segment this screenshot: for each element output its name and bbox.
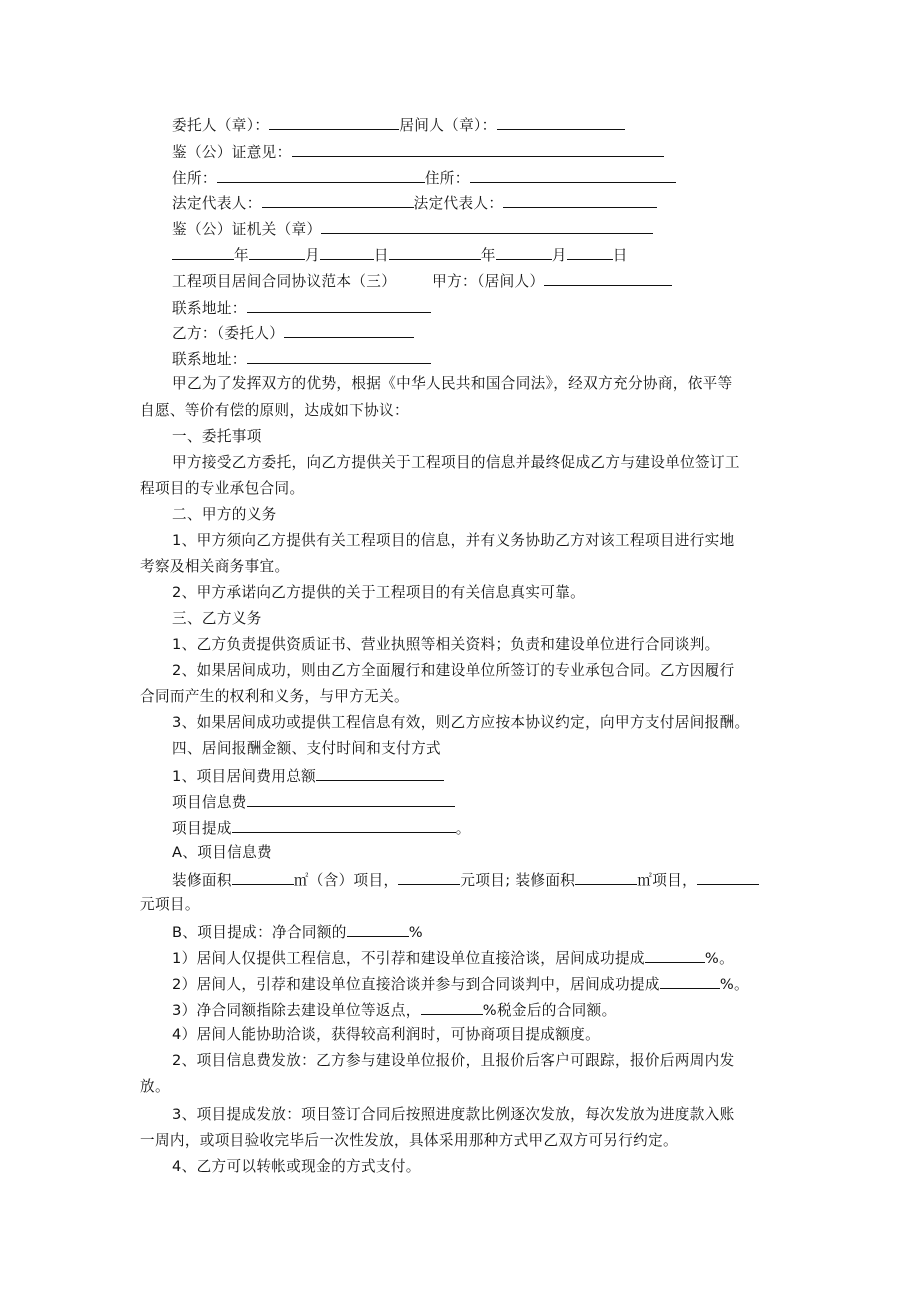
blank-b2-percent[interactable]: [660, 973, 720, 989]
blank-day-2[interactable]: [567, 244, 613, 260]
blank-month-2[interactable]: [496, 244, 552, 260]
s2-para-2: 2、甲方承诺向乙方提供的关于工程项目的有关信息真实可靠。: [172, 584, 586, 601]
label-info-fee: 项目信息费: [172, 794, 247, 811]
label-net-contract: B、项目提成：净合同额的: [172, 924, 347, 941]
s4-para-2-line-1: 2、项目信息费发放：乙方参与建设单位报价，且报价后客户可跟踪，报价后两周内发: [172, 1052, 735, 1069]
label-notary-opinion: 鉴（公）证意见：: [172, 144, 292, 161]
blank-party-a[interactable]: [544, 270, 672, 286]
commission-period: 。: [455, 820, 471, 837]
s4-b-item-4: 4）居间人能协助洽谈，获得较高利润时，可协商项目提成额度。: [172, 1026, 601, 1043]
blank-month-1[interactable]: [249, 244, 305, 260]
s3-para-1: 1、乙方负责提供资质证书、营业执照等相关资料；负责和建设单位进行合同谈判。: [172, 636, 720, 653]
blank-amount-1[interactable]: [398, 869, 460, 885]
blank-day-1[interactable]: [320, 244, 374, 260]
blank-area-2[interactable]: [575, 869, 637, 885]
s4-b-item-1: [172, 947, 734, 969]
label-b1: 1）居间人仅提供工程信息，不引荐和建设单位直接洽谈，居间成功提成: [172, 950, 645, 967]
s4-para-2-line-2: 放。: [140, 1078, 170, 1095]
blank-address-b[interactable]: [247, 348, 431, 364]
label-area-2: 元项目; 装修面积: [460, 872, 576, 889]
label-commission: 项目提成: [172, 820, 232, 837]
s4-b-item-3: [172, 999, 617, 1021]
signature-line-1: [172, 114, 625, 136]
label-year-1: 年: [234, 247, 249, 264]
blank-broker-seal[interactable]: [497, 114, 625, 130]
section-2-heading: 二、甲方的义务: [172, 506, 277, 523]
party-b-address-line: [172, 348, 431, 370]
label-party-a: 甲方：（居间人）: [432, 273, 545, 290]
s2-para-1-line-2: 考察及相关商务事宜。: [140, 558, 290, 575]
label-party-b: 乙方：（委托人）: [172, 325, 285, 342]
blank-principal-seal[interactable]: [269, 114, 399, 130]
blank-b1-percent[interactable]: [645, 947, 705, 963]
blank-net-percent[interactable]: [347, 921, 409, 937]
s4-total-line: [172, 765, 444, 787]
blank-b3-percent[interactable]: [421, 999, 483, 1015]
signature-date-line: [172, 244, 628, 266]
label-b2-percent: %。: [719, 976, 750, 993]
blank-amount-2[interactable]: [697, 869, 759, 885]
s4-a-line-1: [172, 869, 759, 891]
s4-commission-line: [172, 817, 471, 839]
party-a-address-line: [172, 297, 431, 319]
blank-domicile-2[interactable]: [470, 167, 676, 183]
label-broker-seal: 居间人（章）：: [399, 117, 497, 134]
s4-para-3-line-2: 一周内，或项目验收完毕后一次性发放，具体采用那种方式甲乙双方可另行约定。: [140, 1132, 678, 1149]
blank-commission[interactable]: [232, 817, 456, 833]
blank-address-a[interactable]: [247, 297, 431, 313]
blank-domicile-1[interactable]: [217, 167, 425, 183]
s2-para-1-line-1: 1、甲方须向乙方提供有关工程项目的信息，并有义务协助乙方对该工程项目进行实地: [172, 532, 735, 549]
party-b-line: [172, 322, 414, 344]
contract-title: 工程项目居间合同协议范本（三）: [172, 273, 397, 290]
s3-para-2-line-2: 合同而产生的权利和义务，与甲方无关。: [140, 688, 409, 705]
label-b3: 3）净合同额指除去建设单位等返点，: [172, 1002, 421, 1019]
s1-para-line-2: 程项目的专业承包合同。: [140, 480, 305, 497]
label-legal-rep-2: 法定代表人：: [413, 195, 504, 212]
s4-info-fee-line: [172, 791, 455, 813]
blank-notary-office[interactable]: [321, 218, 653, 234]
label-percent: %: [408, 924, 423, 941]
label-domicile-2: 住所：: [424, 170, 470, 187]
signature-line-3: [172, 167, 676, 189]
contract-title-line: [172, 270, 672, 292]
label-area-unit-2: ㎡项目，: [637, 872, 698, 889]
s3-para-2-line-1: 2、如果居间成功，则由乙方全面履行和建设单位所签订的专业承包合同。乙方因履行: [172, 662, 735, 679]
blank-year-1[interactable]: [172, 244, 234, 260]
s4-b-line: [172, 921, 423, 943]
signature-line-2: [172, 141, 664, 163]
blank-legal-rep-1[interactable]: [262, 192, 414, 208]
s4-para-4: 4、乙方可以转帐或现金的方式支付。: [172, 1158, 421, 1175]
label-domicile-1: 住所：: [172, 170, 217, 187]
s4-para-3-line-1: 3、项目提成发放：项目签订合同后按照进度款比例逐次发放，每次发放为进度款入账: [172, 1106, 735, 1123]
s4-a-line-2: 元项目。: [140, 896, 200, 913]
blank-legal-rep-2[interactable]: [503, 192, 657, 208]
blank-total-fee[interactable]: [316, 765, 444, 781]
intro-line-2: 自愿、等价有偿的原则，达成如下协议：: [140, 402, 409, 419]
label-year-2: 年: [480, 247, 496, 264]
label-area-1: 装修面积: [172, 872, 232, 889]
label-month-2: 月: [551, 247, 567, 264]
label-legal-rep-1: 法定代表人：: [172, 195, 262, 212]
signature-line-5: [172, 218, 653, 240]
blank-info-fee[interactable]: [247, 791, 455, 807]
section-3-heading: 三、乙方义务: [172, 610, 262, 627]
blank-party-b[interactable]: [284, 322, 414, 338]
s1-para-line-1: 甲方接受乙方委托，向乙方提供关于工程项目的信息并最终促成乙方与建设单位签订工: [172, 454, 740, 471]
signature-line-4: [172, 192, 657, 214]
blank-notary-opinion[interactable]: [292, 141, 664, 157]
blank-year-2[interactable]: [389, 244, 481, 260]
label-area-unit-1: ㎡（含）项目，: [293, 872, 399, 889]
s4-a-heading: A、项目信息费: [172, 844, 272, 861]
label-notary-office: 鉴（公）证机关（章）: [172, 221, 322, 238]
label-b1-percent: %。: [704, 950, 735, 967]
label-month-1: 月: [304, 247, 320, 264]
label-day-2: 日: [612, 247, 628, 264]
intro-line-1: 甲乙为了发挥双方的优势，根据《中华人民共和国合同法》，经双方充分协商，依平等: [172, 375, 733, 392]
s4-b-item-2: [172, 973, 749, 995]
label-address-a: 联系地址：: [172, 300, 247, 317]
label-address-b: 联系地址：: [172, 351, 247, 368]
blank-area-1[interactable]: [232, 869, 294, 885]
label-total-fee: 1、项目居间费用总额: [172, 768, 317, 785]
label-b3-rest: %税金后的合同额。: [482, 1002, 617, 1019]
label-principal-seal: 委托人（章）：: [172, 117, 270, 134]
s3-para-3: 3、如果居间成功或提供工程信息有效，则乙方应按本协议约定，向甲方支付居间报酬。: [172, 714, 750, 731]
label-day-1: 日: [373, 247, 389, 264]
section-1-heading: 一、委托事项: [172, 428, 262, 445]
label-b2: 2）居间人，引荐和建设单位直接洽谈并参与到合同谈判中，居间成功提成: [172, 976, 660, 993]
section-4-heading: 四、居间报酬金额、支付时间和支付方式: [172, 740, 441, 757]
